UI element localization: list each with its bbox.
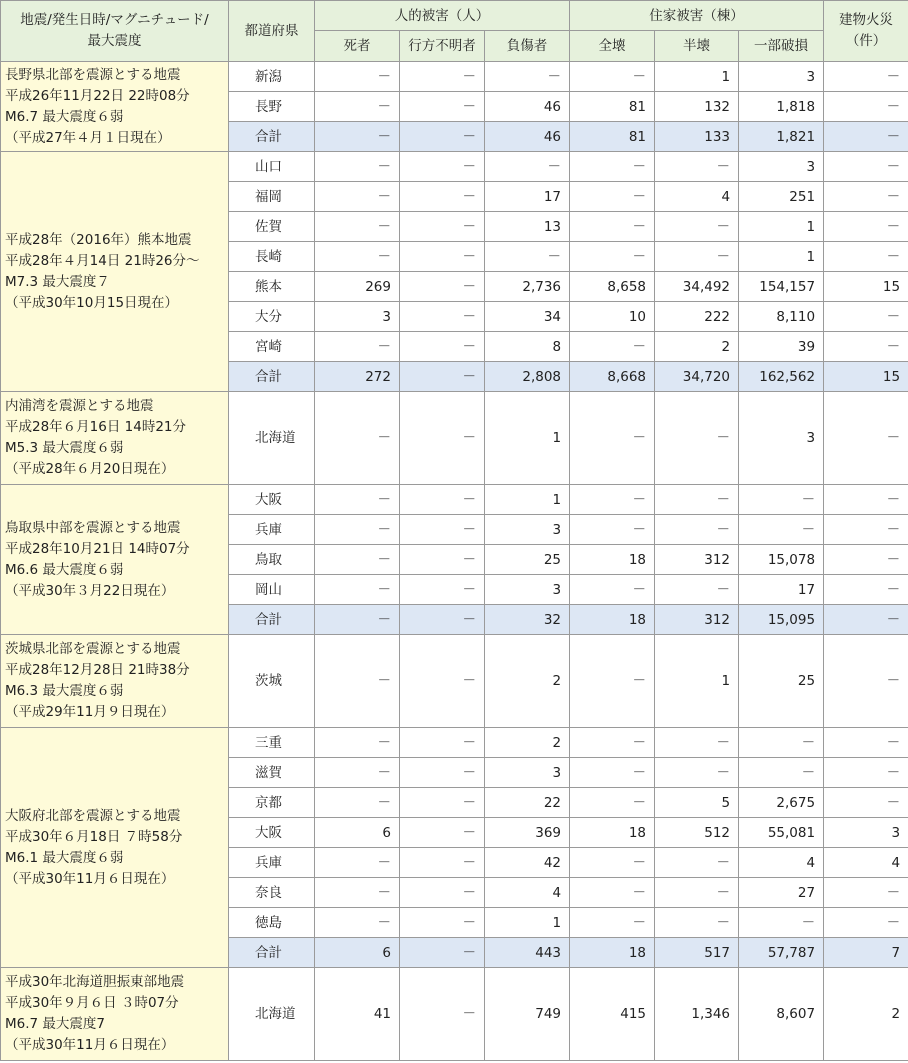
prefecture-cell: 長崎	[229, 242, 315, 272]
half-destroyed-cell: 4	[655, 182, 739, 212]
earthquake-description-line: 長野県北部を震源とする地震	[5, 66, 181, 83]
fire-count-cell: －	[824, 728, 908, 758]
earthquake-description-cell	[1, 62, 229, 152]
half-destroyed-cell: 133	[655, 122, 739, 152]
injured-cell: 25	[485, 545, 570, 575]
injured-cell: 369	[485, 818, 570, 848]
earthquake-description-line: 平成28年６月16日 14時21分	[5, 419, 187, 435]
fire-count-cell: 4	[824, 848, 908, 878]
missing-cell: －	[400, 242, 485, 272]
fire-count-cell: －	[824, 122, 908, 152]
prefecture-cell: 宮崎	[229, 332, 315, 362]
prefecture-cell: 大分	[229, 302, 315, 332]
missing-cell: －	[400, 758, 485, 788]
fire-count-cell: 2	[824, 968, 908, 1061]
injured-cell: 46	[485, 122, 570, 152]
injured-cell: －	[485, 152, 570, 182]
earthquake-description-line: （平成27年４月１日現在）	[5, 129, 171, 146]
partially-damaged-cell: 162,562	[739, 362, 824, 392]
injured-cell: 1	[485, 485, 570, 515]
deaths-cell: －	[315, 485, 400, 515]
deaths-cell: －	[315, 392, 400, 485]
fire-count-cell: －	[824, 212, 908, 242]
half-destroyed-cell: －	[655, 392, 739, 485]
missing-cell: －	[400, 392, 485, 485]
totally-destroyed-cell: －	[570, 152, 655, 182]
missing-cell: －	[400, 515, 485, 545]
deaths-cell: 6	[315, 818, 400, 848]
fire-count-cell: －	[824, 485, 908, 515]
injured-cell: 2	[485, 635, 570, 728]
injured-cell: 42	[485, 848, 570, 878]
injured-cell: 1	[485, 908, 570, 938]
earthquake-description-line: 平成28年10月21日 14時07分	[5, 540, 190, 557]
partially-damaged-cell: 15,078	[739, 545, 824, 575]
table-row	[1, 152, 908, 182]
prefecture-cell: 徳島	[229, 908, 315, 938]
table-body	[1, 62, 908, 1061]
earthquake-description-line: （平成28年６月20日現在）	[5, 461, 175, 477]
missing-cell: －	[400, 152, 485, 182]
totally-destroyed-cell: －	[570, 515, 655, 545]
totally-destroyed-cell: 8,658	[570, 272, 655, 302]
prefecture-cell: 鳥取	[229, 545, 315, 575]
earthquake-description-line: M6.7 最大震度６弱	[5, 108, 124, 125]
fire-count-cell: －	[824, 605, 908, 635]
earthquake-description-line: M7.3 最大震度７	[5, 273, 110, 290]
deaths-cell: 269	[315, 272, 400, 302]
fire-column-header	[824, 1, 908, 62]
earthquake-description-line: （平成30年10月15日現在）	[5, 294, 179, 311]
totally-destroyed-cell: 18	[570, 818, 655, 848]
prefecture-cell: 合計	[229, 362, 315, 392]
half-destroyed-cell: 312	[655, 605, 739, 635]
deaths-cell: －	[315, 182, 400, 212]
prefecture-cell: 北海道	[229, 968, 315, 1061]
partially-damaged-cell: －	[739, 728, 824, 758]
half-destroyed-cell: 512	[655, 818, 739, 848]
partially-damaged-cell: 251	[739, 182, 824, 212]
partially-damaged-cell: 15,095	[739, 605, 824, 635]
partially-damaged-cell: 1,818	[739, 92, 824, 122]
partially-damaged-cell: －	[739, 485, 824, 515]
fire-count-cell: －	[824, 242, 908, 272]
fire-count-cell: －	[824, 635, 908, 728]
deaths-cell: －	[315, 878, 400, 908]
earthquake-header-line: 地震/発生日時/マグニチュード/	[20, 12, 209, 28]
half-destroyed-cell: －	[655, 515, 739, 545]
injured-cell: 32	[485, 605, 570, 635]
injured-column-header: 負傷者	[485, 31, 570, 62]
partially-damaged-cell: 25	[739, 635, 824, 728]
deaths-cell: －	[315, 62, 400, 92]
half-destroyed-cell: 5	[655, 788, 739, 818]
injured-cell: 34	[485, 302, 570, 332]
injured-cell: 2,808	[485, 362, 570, 392]
injured-cell: 22	[485, 788, 570, 818]
totally-destroyed-cell: 81	[570, 92, 655, 122]
missing-cell: －	[400, 62, 485, 92]
deaths-cell: －	[315, 788, 400, 818]
partially-damaged-cell: －	[739, 758, 824, 788]
totally-destroyed-cell: －	[570, 908, 655, 938]
partially-damaged-cell: 8,110	[739, 302, 824, 332]
table-row	[1, 62, 908, 92]
totally-destroyed-cell: 18	[570, 938, 655, 968]
house-damage-group-header: 住家被害（棟）	[570, 1, 824, 31]
deaths-cell: －	[315, 635, 400, 728]
injured-cell: 46	[485, 92, 570, 122]
fire-count-cell: －	[824, 575, 908, 605]
half-destroyed-cell: 1	[655, 635, 739, 728]
earthquake-column-header	[1, 1, 229, 62]
fire-header-line: （件）	[845, 33, 887, 49]
prefecture-cell: 京都	[229, 788, 315, 818]
fire-count-cell: 3	[824, 818, 908, 848]
injured-cell: 2	[485, 728, 570, 758]
partially-damaged-cell: 17	[739, 575, 824, 605]
fire-count-cell: －	[824, 392, 908, 485]
missing-cell: －	[400, 302, 485, 332]
missing-cell: －	[400, 728, 485, 758]
half-destroyed-cell: －	[655, 908, 739, 938]
prefecture-cell: 合計	[229, 938, 315, 968]
fire-count-cell: －	[824, 515, 908, 545]
totally-destroyed-cell: －	[570, 728, 655, 758]
prefecture-cell: 大阪	[229, 485, 315, 515]
missing-cell: －	[400, 332, 485, 362]
prefecture-cell: 佐賀	[229, 212, 315, 242]
earthquake-description-cell	[1, 152, 229, 392]
missing-cell: －	[400, 485, 485, 515]
totally-destroyed-cell: －	[570, 848, 655, 878]
deaths-cell: 272	[315, 362, 400, 392]
half-destroyed-cell: －	[655, 728, 739, 758]
earthquake-description-cell	[1, 392, 229, 485]
earthquake-description-line: （平成29年11月９日現在）	[5, 704, 175, 720]
earthquake-description-line: M6.1 最大震度６弱	[5, 849, 124, 866]
totally-destroyed-cell: －	[570, 242, 655, 272]
prefecture-cell: 兵庫	[229, 848, 315, 878]
injured-cell: 3	[485, 575, 570, 605]
prefecture-cell: 新潟	[229, 62, 315, 92]
injured-cell: 749	[485, 968, 570, 1061]
half-destroyed-cell: 34,720	[655, 362, 739, 392]
totally-destroyed-cell: －	[570, 635, 655, 728]
partially-damaged-cell: 55,081	[739, 818, 824, 848]
missing-cell: －	[400, 182, 485, 212]
injured-cell: －	[485, 242, 570, 272]
earthquake-description-line: 平成28年12月28日 21時38分	[5, 662, 190, 678]
table-row	[1, 392, 908, 485]
missing-cell: －	[400, 908, 485, 938]
partially-damaged-cell: 4	[739, 848, 824, 878]
prefecture-cell: 奈良	[229, 878, 315, 908]
earthquake-description-line: 平成28年（2016年）熊本地震	[5, 231, 192, 248]
deaths-cell: －	[315, 728, 400, 758]
fire-count-cell: －	[824, 182, 908, 212]
missing-cell: －	[400, 818, 485, 848]
half-destroyed-cell: －	[655, 485, 739, 515]
deaths-cell: －	[315, 848, 400, 878]
totally-destroyed-cell: －	[570, 758, 655, 788]
fire-count-cell: －	[824, 92, 908, 122]
prefecture-cell: 熊本	[229, 272, 315, 302]
deaths-cell: －	[315, 212, 400, 242]
prefecture-cell: 大阪	[229, 818, 315, 848]
half-destroyed-cell: －	[655, 575, 739, 605]
partially-damaged-cell: 3	[739, 62, 824, 92]
half-destroyed-cell: 132	[655, 92, 739, 122]
totally-destroyed-cell: －	[570, 485, 655, 515]
fire-count-cell: －	[824, 908, 908, 938]
deaths-cell: －	[315, 92, 400, 122]
prefecture-cell: 三重	[229, 728, 315, 758]
deaths-cell: 41	[315, 968, 400, 1061]
missing-cell: －	[400, 788, 485, 818]
prefecture-cell: 合計	[229, 605, 315, 635]
totally-destroyed-cell: －	[570, 575, 655, 605]
injured-cell: 3	[485, 515, 570, 545]
partially-damaged-cell: 1	[739, 212, 824, 242]
totally-destroyed-cell: 18	[570, 605, 655, 635]
missing-cell: －	[400, 938, 485, 968]
partially-damaged-cell: 3	[739, 392, 824, 485]
fire-count-cell: －	[824, 152, 908, 182]
missing-cell: －	[400, 92, 485, 122]
half-destroyed-column-header: 半壊	[655, 31, 739, 62]
deaths-cell: －	[315, 908, 400, 938]
partially-damaged-cell: 39	[739, 332, 824, 362]
earthquake-description-line: M6.7 最大震度7	[5, 1016, 105, 1032]
earthquake-description-line: 平成30年９月６日 ３時07分	[5, 995, 179, 1011]
fire-count-cell: －	[824, 788, 908, 818]
earthquake-description-line: 鳥取県中部を震源とする地震	[5, 519, 181, 536]
partially-damaged-cell: 1	[739, 242, 824, 272]
prefecture-cell: 長野	[229, 92, 315, 122]
injured-cell: 13	[485, 212, 570, 242]
fire-count-cell: －	[824, 332, 908, 362]
half-destroyed-cell: －	[655, 758, 739, 788]
partially-damaged-column-header: 一部破損	[739, 31, 824, 62]
injured-cell: 8	[485, 332, 570, 362]
fire-header-line: 建物火災	[839, 12, 894, 28]
earthquake-description-line: 茨城県北部を震源とする地震	[5, 641, 181, 657]
prefecture-cell: 兵庫	[229, 515, 315, 545]
half-destroyed-cell: 1	[655, 62, 739, 92]
prefecture-cell: 茨城	[229, 635, 315, 728]
fire-count-cell: 15	[824, 362, 908, 392]
partially-damaged-cell: 27	[739, 878, 824, 908]
earthquake-description-line: （平成30年３月22日現在）	[5, 582, 175, 599]
missing-cell: －	[400, 635, 485, 728]
injured-cell: －	[485, 62, 570, 92]
earthquake-description-cell	[1, 728, 229, 968]
table-row	[1, 635, 908, 728]
missing-cell: －	[400, 968, 485, 1061]
earthquake-header-line: 最大震度	[87, 33, 142, 49]
prefecture-column-header: 都道府県	[229, 1, 315, 62]
totally-destroyed-cell: 8,668	[570, 362, 655, 392]
earthquake-description-line: 内浦湾を震源とする地震	[5, 398, 154, 414]
deaths-cell: －	[315, 152, 400, 182]
prefecture-cell: 滋賀	[229, 758, 315, 788]
prefecture-cell: 岡山	[229, 575, 315, 605]
injured-cell: 1	[485, 392, 570, 485]
half-destroyed-cell: －	[655, 878, 739, 908]
earthquake-description-line: 平成30年北海道胆振東部地震	[5, 974, 185, 990]
totally-destroyed-cell: 10	[570, 302, 655, 332]
earthquake-description-line: （平成30年11月６日現在）	[5, 1037, 175, 1053]
half-destroyed-cell: 34,492	[655, 272, 739, 302]
missing-cell: －	[400, 122, 485, 152]
earthquake-description-cell	[1, 635, 229, 728]
partially-damaged-cell: 154,157	[739, 272, 824, 302]
deaths-cell: －	[315, 515, 400, 545]
missing-cell: －	[400, 848, 485, 878]
totally-destroyed-cell: －	[570, 878, 655, 908]
partially-damaged-cell: －	[739, 908, 824, 938]
missing-cell: －	[400, 878, 485, 908]
prefecture-cell: 北海道	[229, 392, 315, 485]
injured-cell: 3	[485, 758, 570, 788]
deaths-cell: －	[315, 545, 400, 575]
earthquake-description-line: M6.3 最大震度６弱	[5, 683, 124, 699]
totally-destroyed-cell: 415	[570, 968, 655, 1061]
totally-destroyed-cell: －	[570, 182, 655, 212]
totally-destroyed-column-header: 全壊	[570, 31, 655, 62]
injured-cell: 2,736	[485, 272, 570, 302]
fire-count-cell: －	[824, 545, 908, 575]
fire-count-cell: 15	[824, 272, 908, 302]
earthquake-description-line: （平成30年11月６日現在）	[5, 870, 175, 887]
half-destroyed-cell: 222	[655, 302, 739, 332]
half-destroyed-cell: －	[655, 242, 739, 272]
totally-destroyed-cell: －	[570, 332, 655, 362]
human-damage-group-header: 人的被害（人）	[315, 1, 570, 31]
deaths-column-header: 死者	[315, 31, 400, 62]
deaths-cell: －	[315, 122, 400, 152]
fire-count-cell: －	[824, 302, 908, 332]
totally-destroyed-cell: 18	[570, 545, 655, 575]
half-destroyed-cell: －	[655, 848, 739, 878]
deaths-cell: －	[315, 758, 400, 788]
prefecture-cell: 山口	[229, 152, 315, 182]
totally-destroyed-cell: －	[570, 392, 655, 485]
earthquake-description-cell	[1, 968, 229, 1061]
totally-destroyed-cell: －	[570, 788, 655, 818]
table-row	[1, 968, 908, 1061]
totally-destroyed-cell: －	[570, 212, 655, 242]
half-destroyed-cell: 517	[655, 938, 739, 968]
missing-cell: －	[400, 212, 485, 242]
missing-column-header: 行方不明者	[400, 31, 485, 62]
injured-cell: 17	[485, 182, 570, 212]
earthquake-description-line: 平成30年６月18日 ７時58分	[5, 828, 183, 845]
half-destroyed-cell: 1,346	[655, 968, 739, 1061]
missing-cell: －	[400, 575, 485, 605]
fire-count-cell: －	[824, 758, 908, 788]
prefecture-cell: 福岡	[229, 182, 315, 212]
table-row	[1, 485, 908, 515]
partially-damaged-cell: 2,675	[739, 788, 824, 818]
missing-cell: －	[400, 362, 485, 392]
earthquake-description-line: M5.3 最大震度６弱	[5, 440, 124, 456]
half-destroyed-cell: 312	[655, 545, 739, 575]
earthquake-description-cell	[1, 485, 229, 635]
partially-damaged-cell: 1,821	[739, 122, 824, 152]
injured-cell: 443	[485, 938, 570, 968]
deaths-cell: 6	[315, 938, 400, 968]
deaths-cell: －	[315, 242, 400, 272]
partially-damaged-cell: －	[739, 515, 824, 545]
half-destroyed-cell: －	[655, 212, 739, 242]
fire-count-cell: 7	[824, 938, 908, 968]
half-destroyed-cell: 2	[655, 332, 739, 362]
missing-cell: －	[400, 545, 485, 575]
totally-destroyed-cell: 81	[570, 122, 655, 152]
prefecture-cell: 合計	[229, 122, 315, 152]
partially-damaged-cell: 3	[739, 152, 824, 182]
earthquake-description-line: 大阪府北部を震源とする地震	[5, 807, 181, 824]
deaths-cell: －	[315, 605, 400, 635]
totally-destroyed-cell: －	[570, 62, 655, 92]
fire-count-cell: －	[824, 878, 908, 908]
fire-count-cell: －	[824, 62, 908, 92]
missing-cell: －	[400, 272, 485, 302]
deaths-cell: －	[315, 575, 400, 605]
partially-damaged-cell: 8,607	[739, 968, 824, 1061]
earthquake-description-line: 平成28年４月14日 21時26分～	[5, 252, 200, 269]
deaths-cell: 3	[315, 302, 400, 332]
half-destroyed-cell: －	[655, 152, 739, 182]
earthquake-description-line: 平成26年11月22日 22時08分	[5, 87, 190, 104]
injured-cell: 4	[485, 878, 570, 908]
partially-damaged-cell: 57,787	[739, 938, 824, 968]
earthquake-description-line: M6.6 最大震度６弱	[5, 561, 124, 578]
table-row	[1, 728, 908, 758]
deaths-cell: －	[315, 332, 400, 362]
missing-cell: －	[400, 605, 485, 635]
